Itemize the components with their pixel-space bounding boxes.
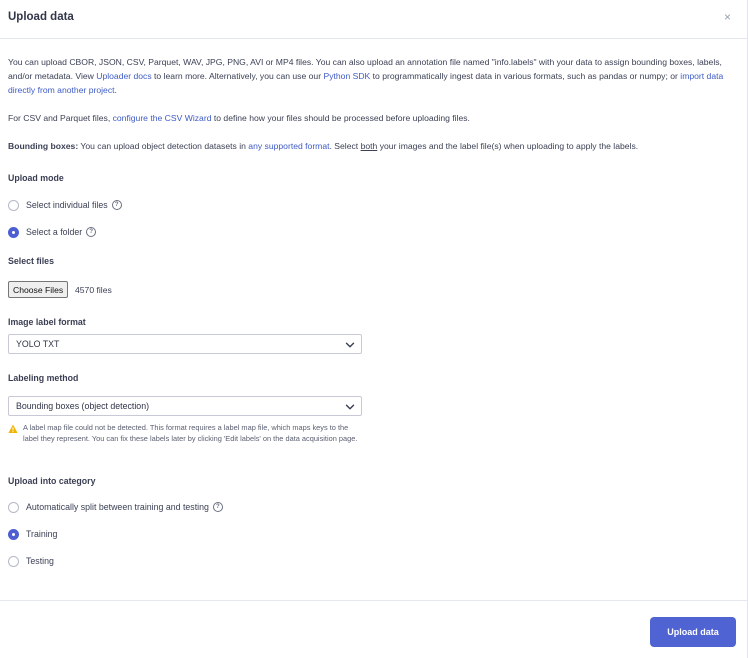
- intro-text: You can upload CBOR, JSON, CSV, Parquet, WAV, JPG, PNG, AVI or MP4 files. You can also upload an annotation file named "info.labels" with your data to assign bounding boxes, labels, and/or metadata. View: [8, 57, 722, 81]
- radio-button[interactable]: [8, 227, 19, 238]
- radio-label: Select individual files: [26, 200, 108, 210]
- csv-wizard-link[interactable]: configure the CSV Wizard: [112, 113, 212, 123]
- labeling-method-label: Labeling method: [8, 373, 79, 383]
- upload-category-label: Upload into category: [8, 476, 96, 486]
- choose-files-button[interactable]: Choose Files: [8, 281, 68, 298]
- select-value: YOLO TXT: [16, 339, 60, 349]
- chevron-down-icon: [345, 402, 355, 412]
- import-from-project-link[interactable]: import data directly from another project: [8, 71, 724, 95]
- select-files-label: Select files: [8, 256, 54, 266]
- image-label-format-select[interactable]: [8, 334, 362, 354]
- radio-button[interactable]: [8, 556, 19, 567]
- footer-divider: [0, 600, 747, 601]
- intro-paragraph: [8, 55, 733, 97]
- radio-button[interactable]: [8, 502, 19, 513]
- bbox-text: You can upload object detection datasets in: [78, 141, 249, 151]
- close-icon[interactable]: ×: [723, 10, 731, 24]
- label-map-warning: [8, 423, 362, 444]
- bounding-boxes-paragraph: [8, 139, 733, 153]
- radio-label: Automatically split between training and testing: [26, 502, 209, 512]
- upload-mode-label: Upload mode: [8, 173, 64, 183]
- bbox-text: . Select: [329, 141, 361, 151]
- radio-label: Select a folder: [26, 227, 83, 237]
- supported-format-link[interactable]: any supported format: [248, 141, 330, 151]
- intro-text: .: [114, 85, 117, 95]
- bbox-text: your images and the label file(s) when uploading to apply the labels.: [377, 141, 639, 151]
- help-icon[interactable]: ?: [86, 227, 96, 237]
- csv-text: to define how your files should be processed before uploading files.: [211, 113, 470, 123]
- python-sdk-link[interactable]: Python SDK: [323, 71, 371, 81]
- radio-label: Testing: [26, 556, 54, 566]
- csv-text: For CSV and Parquet files,: [8, 113, 113, 123]
- bbox-emphasis: both: [360, 141, 378, 151]
- upload-data-button[interactable]: Upload data: [650, 617, 736, 647]
- intro-text: to programmatically ingest data in various formats, such as pandas or numpy; or: [370, 71, 681, 81]
- bounding-boxes-heading: Bounding boxes:: [8, 141, 79, 151]
- files-count: 4570 files: [75, 285, 112, 295]
- radio-training[interactable]: [8, 527, 57, 541]
- select-value: Bounding boxes (object detection): [16, 401, 150, 411]
- dialog-body: [8, 55, 733, 153]
- radio-button[interactable]: [8, 200, 19, 211]
- radio-select-individual-files[interactable]: [8, 198, 122, 212]
- radio-testing[interactable]: [8, 554, 54, 568]
- radio-auto-split[interactable]: [8, 500, 223, 514]
- labeling-method-select[interactable]: [8, 396, 362, 416]
- help-icon[interactable]: ?: [112, 200, 122, 210]
- radio-select-folder[interactable]: [8, 225, 96, 239]
- image-label-format-label: Image label format: [8, 317, 86, 327]
- uploader-docs-link[interactable]: Uploader docs: [96, 71, 152, 81]
- warning-text: A label map file could not be detected. This format requires a label map file, which maps keys to the label they represent. You can fix these labels later by clicking 'Edit labels' on the data acquisition page.: [23, 423, 358, 443]
- dialog-header: [0, 0, 747, 39]
- dialog-title: Upload data: [8, 11, 74, 23]
- radio-button[interactable]: [8, 529, 19, 540]
- intro-text: to learn more. Alternatively, you can use our: [151, 71, 324, 81]
- help-icon[interactable]: ?: [213, 502, 223, 512]
- radio-label: Training: [26, 529, 58, 539]
- csv-paragraph: [8, 111, 733, 125]
- chevron-down-icon: [345, 340, 355, 350]
- warning-triangle-icon: [8, 424, 18, 434]
